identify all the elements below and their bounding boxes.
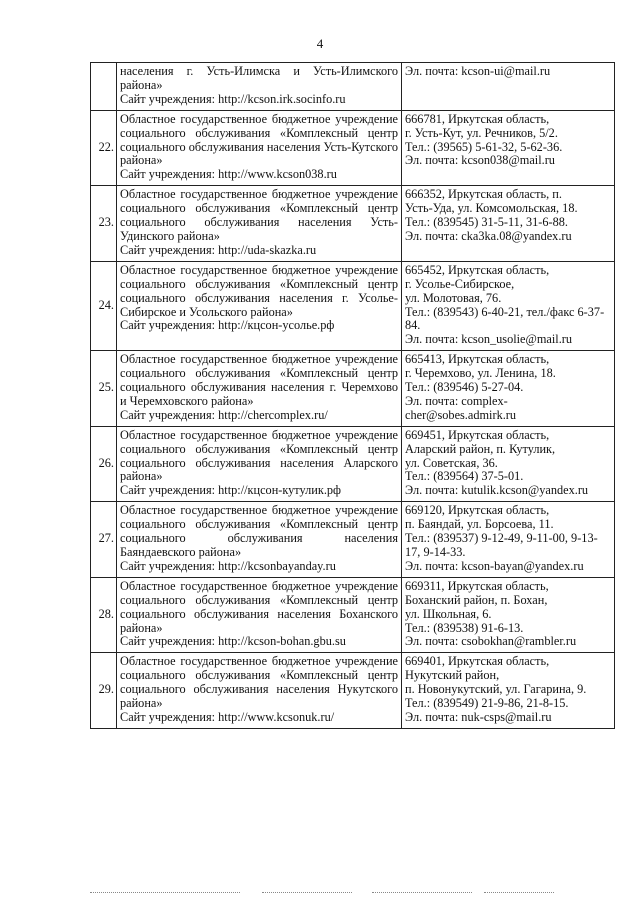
table-row	[91, 577, 615, 653]
contact-line: Эл. почта: kcson038@mail.ru	[405, 153, 555, 168]
row-number: 29.	[91, 653, 117, 729]
contact-cell	[402, 63, 615, 111]
contact-line: Эл. почта: kcson_usolie@mail.ru	[405, 332, 573, 347]
contact-line: Тел.: (839545) 31-5-11, 31-6-88.	[405, 215, 568, 230]
row-number	[91, 63, 117, 111]
contact-line: г. Черемхово, ул. Ленина, 18.	[405, 366, 556, 381]
contact-line: Нукутский район,	[405, 668, 500, 683]
contact-line: 669451, Иркутская область,	[405, 427, 550, 442]
contact-line: Эл. почта: kutulik.kcson@yandex.ru	[405, 483, 589, 498]
institution-cell	[117, 261, 402, 350]
institution-cell	[117, 110, 402, 186]
table-row	[91, 653, 615, 729]
contact-cell	[402, 577, 615, 653]
contact-line: Эл. почта: kcson-bayan@yandex.ru	[405, 558, 584, 573]
institution-website: Сайт учреждения: http://chercomplex.ru/	[120, 407, 328, 422]
row-number: 24.	[91, 261, 117, 350]
contact-line: Эл. почта: nuk-csps@mail.ru	[405, 709, 552, 724]
contact-line: Тел.: (839546) 5-27-04.	[405, 380, 524, 395]
contact-line: ул. Молотовая, 76.	[405, 290, 502, 305]
contact-cell	[402, 186, 615, 262]
contact-line: Тел.: (839543) 6-40-21, тел./факс 6-37-84.	[405, 304, 605, 333]
table-row	[91, 502, 615, 578]
institution-name: Областное государственное бюджетное учреждение социального обслуживания «Комплексный центр социального обслуживания населения Усть-Кутского района»	[120, 111, 398, 168]
contact-line: ул. Советская, 36.	[405, 455, 498, 470]
institution-website: Сайт учреждения: http://www.kcsonuk.ru/	[120, 709, 335, 724]
table-row	[91, 426, 615, 502]
row-number: 26.	[91, 426, 117, 502]
contact-cell	[402, 653, 615, 729]
contact-line: 666781, Иркутская область,	[405, 111, 550, 126]
table-row	[91, 186, 615, 262]
institution-website: Сайт учреждения: http://kcson-bohan.gbu.su	[120, 634, 346, 649]
institution-cell	[117, 351, 402, 427]
contact-line: 665413, Иркутская область,	[405, 352, 550, 367]
table-row	[91, 261, 615, 350]
contact-line: 669311, Иркутская область,	[405, 578, 549, 593]
institution-cell	[117, 63, 402, 111]
row-number: 25.	[91, 351, 117, 427]
contact-line: Эл. почта: csobokhan@rambler.ru	[405, 634, 577, 649]
institution-cell	[117, 502, 402, 578]
page-number: 4	[316, 36, 324, 51]
table-row	[91, 351, 615, 427]
contact-line: Эл. почта: cka3ka.08@yandex.ru	[405, 228, 572, 243]
contact-cell	[402, 502, 615, 578]
contact-line: Тел.: (839538) 91-6-13.	[405, 620, 524, 635]
contact-line: 669401, Иркутская область,	[405, 654, 550, 669]
contact-cell	[402, 110, 615, 186]
contact-cell	[402, 351, 615, 427]
contact-line: Усть-Уда, ул. Комсомольская, 18.	[405, 201, 578, 216]
table-row	[91, 63, 615, 111]
institution-website: Сайт учреждения: http://kcsonbayanday.ru	[120, 558, 336, 573]
contact-line: Боханский район, п. Бохан,	[405, 592, 548, 607]
institution-website: Сайт учреждения: http://кцсон-усолье.рф	[120, 318, 335, 333]
institution-cell	[117, 426, 402, 502]
institution-name: Областное государственное бюджетное учреждение социального обслуживания «Комплексный центр социального обслуживания населения г. Усолье-Сибирское и Усольского района»	[120, 262, 398, 319]
row-number: 27.	[91, 502, 117, 578]
contact-line: ул. Школьная, 6.	[405, 606, 492, 621]
contact-line: г. Усть-Кут, ул. Речников, 5/2.	[405, 125, 558, 140]
contact-line: п. Баяндай, ул. Борсоева, 11.	[405, 517, 554, 532]
contact-line: 666352, Иркутская область, п.	[405, 187, 562, 202]
table-row	[91, 110, 615, 186]
footer-divider	[372, 892, 472, 893]
institution-cell	[117, 186, 402, 262]
row-number: 22.	[91, 110, 117, 186]
institutions-table	[90, 62, 615, 729]
contact-line: Тел.: (839564) 37-5-01.	[405, 469, 524, 484]
contact-line: п. Новонукутский, ул. Гагарина, 9.	[405, 682, 587, 697]
footer-divider	[90, 892, 240, 893]
row-number: 23.	[91, 186, 117, 262]
contact-line: 669120, Иркутская область,	[405, 503, 550, 518]
institution-website: Сайт учреждения: http://uda-skazka.ru	[120, 242, 317, 257]
institution-website: Сайт учреждения: http://кцсон-кутулик.рф	[120, 483, 342, 498]
institution-name: Областное государственное бюджетное учреждение социального обслуживания «Комплексный центр социального обслуживания населения Боханского района»	[120, 578, 398, 635]
institution-name: Областное государственное бюджетное учреждение социального обслуживания «Комплексный центр социального обслуживания населения г. Черемхово и Черемховского района»	[120, 352, 398, 408]
footer-divider	[262, 892, 352, 893]
institution-cell	[117, 577, 402, 653]
row-number: 28.	[91, 577, 117, 653]
institution-cell	[117, 653, 402, 729]
institution-name: Областное государственное бюджетное учреждение социального обслуживания «Комплексный центр социального обслуживания населения Аларского района»	[120, 427, 398, 484]
table-body	[91, 63, 615, 729]
contact-line: Тел.: (39565) 5-61-32, 5-62-36.	[405, 139, 563, 154]
contact-line: Тел.: (839549) 21-9-86, 21-8-15.	[405, 696, 569, 711]
institution-name: Областное государственное бюджетное учреждение социального обслуживания «Комплексный центр социального обслуживания населения Нукутского района»	[120, 654, 398, 711]
institution-name: населения г. Усть-Илимска и Усть-Илимского района»	[120, 64, 398, 92]
institution-name: Областное государственное бюджетное учреждение социального обслуживания «Комплексный центр социального обслуживания населения Баяндаевского района»	[120, 503, 398, 559]
footer-divider	[484, 892, 554, 893]
institution-website: Сайт учреждения: http://www.kcson038.ru	[120, 167, 337, 182]
contact-cell	[402, 261, 615, 350]
institution-name: Областное государственное бюджетное учреждение социального обслуживания «Комплексный центр социального обслуживания населения Усть-Удинского района»	[120, 187, 398, 243]
contact-line: Эл. почта: kcson-ui@mail.ru	[405, 64, 551, 78]
contact-line: Тел.: (839537) 9-12-49, 9-11-00, 9-13-17, 9-14-33.	[405, 531, 598, 559]
contact-line: Эл. почта: complex-cher@sobes.admirk.ru	[405, 393, 517, 422]
contact-line: г. Усолье-Сибирское,	[405, 276, 515, 291]
contact-line: Аларский район, п. Кутулик,	[405, 441, 556, 456]
contact-cell	[402, 426, 615, 502]
contact-line: 665452, Иркутская область,	[405, 262, 550, 277]
institution-website: Сайт учреждения: http://kcson.irk.socinfo.ru	[120, 91, 346, 106]
